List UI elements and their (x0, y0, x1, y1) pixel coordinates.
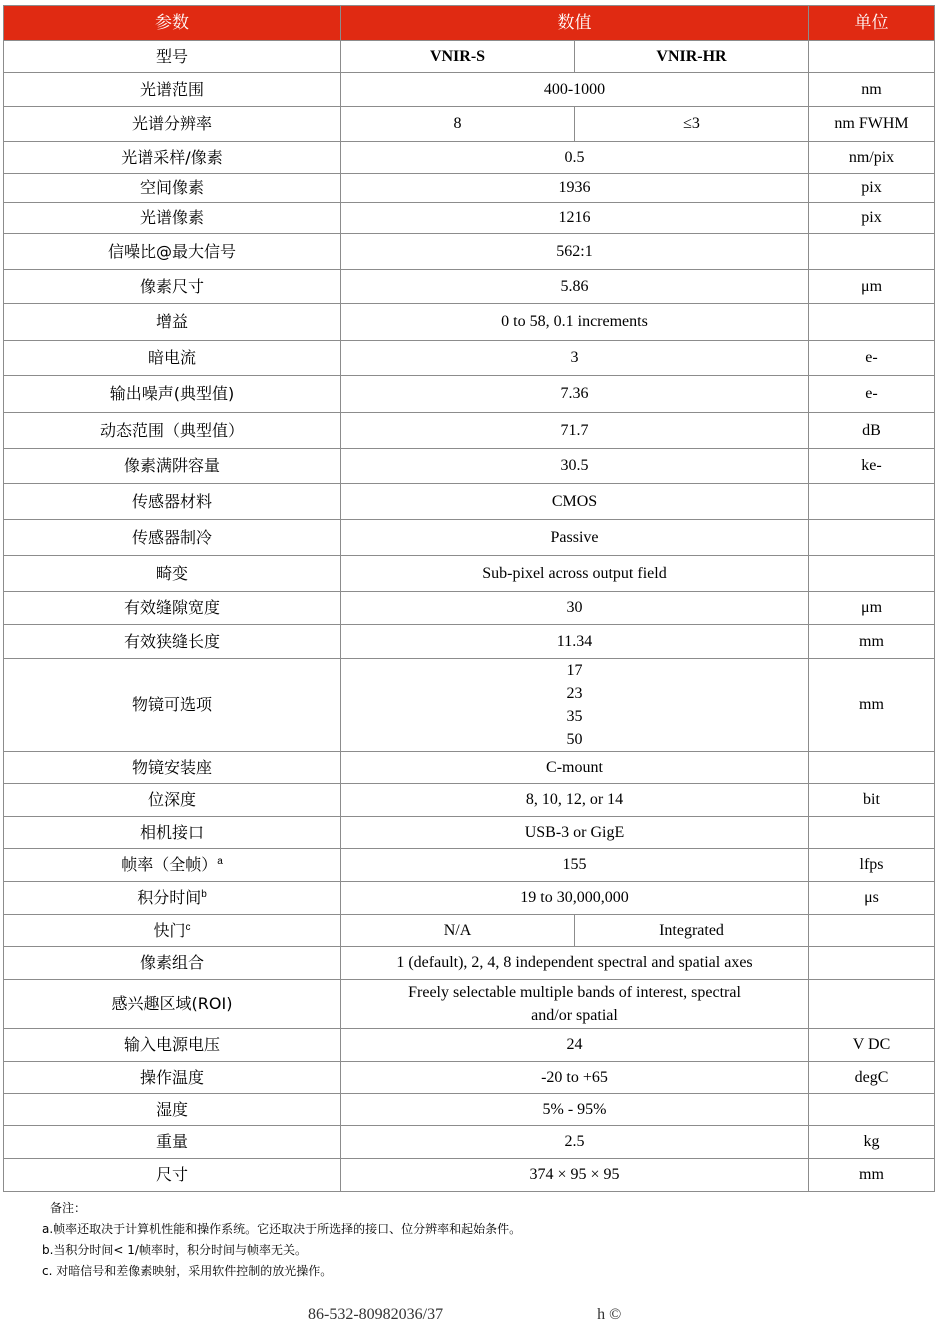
param-cell: 传感器制冷 (4, 520, 341, 556)
value-cell: CMOS (341, 484, 809, 520)
row-humidity (4, 1094, 935, 1126)
unit-cell: V DC (809, 1029, 935, 1062)
param-cell: 感兴趣区域(ROI) (4, 980, 341, 1029)
unit-cell (809, 752, 935, 784)
unit-cell: e- (809, 376, 935, 413)
row-distortion (4, 556, 935, 592)
value-cell: 5% - 95% (341, 1094, 809, 1126)
value-cell: VNIR-S (341, 41, 575, 73)
spec-table (3, 5, 935, 1192)
param-cell: 输入电源电压 (4, 1029, 341, 1062)
value-cell: 3 (341, 341, 809, 376)
footnotes (42, 1198, 521, 1282)
unit-cell: μs (809, 882, 935, 915)
value-cell: ≤3 (575, 107, 809, 142)
footnote-mark: c (185, 921, 191, 933)
param-cell: 空间像素 (4, 174, 341, 203)
value-cell: 400-1000 (341, 73, 809, 107)
param-cell: 有效缝隙宽度 (4, 592, 341, 625)
unit-cell (809, 520, 935, 556)
value-cell (341, 659, 809, 752)
param-cell: 有效狭缝长度 (4, 625, 341, 659)
value-cell: N/A (341, 915, 575, 947)
row-slitwidth (4, 592, 935, 625)
row-spatial (4, 174, 935, 203)
value-cell: 8, 10, 12, or 14 (341, 784, 809, 817)
param-cell: 信噪比@最大信号 (4, 234, 341, 270)
unit-cell: e- (809, 341, 935, 376)
row-sampling (4, 142, 935, 174)
value-cell: 374 × 95 × 95 (341, 1159, 809, 1192)
unit-cell: μm (809, 270, 935, 304)
value-cell: Integrated (575, 915, 809, 947)
row-temp (4, 1062, 935, 1094)
lens-option: 17 (566, 662, 583, 679)
value-cell: USB-3 or GigE (341, 817, 809, 849)
unit-cell (809, 484, 935, 520)
value-cell (341, 980, 809, 1029)
value-cell: 1216 (341, 203, 809, 234)
roi-line: and/or spatial (531, 1007, 618, 1024)
value-cell: 5.86 (341, 270, 809, 304)
row-range (4, 73, 935, 107)
value-cell: 30 (341, 592, 809, 625)
unit-cell (809, 41, 935, 73)
param-cell (4, 882, 341, 915)
value-cell: 2.5 (341, 1126, 809, 1159)
param-cell: 输出噪声(典型值) (4, 376, 341, 413)
value-cell: 19 to 30,000,000 (341, 882, 809, 915)
row-material (4, 484, 935, 520)
value-cell: 1 (default), 2, 4, 8 independent spectral and spatial axes (341, 947, 809, 980)
param-cell: 暗电流 (4, 341, 341, 376)
param-cell: 湿度 (4, 1094, 341, 1126)
row-roi (4, 980, 935, 1029)
unit-cell (809, 915, 935, 947)
row-voltage (4, 1029, 935, 1062)
param-label: 积分时间 (137, 888, 202, 907)
unit-cell: dB (809, 413, 935, 449)
value-cell: 11.34 (341, 625, 809, 659)
unit-cell: bit (809, 784, 935, 817)
param-cell: 尺寸 (4, 1159, 341, 1192)
param-cell: 物镜安装座 (4, 752, 341, 784)
value-cell: Sub-pixel across output field (341, 556, 809, 592)
unit-cell: nm (809, 73, 935, 107)
lens-option: 35 (566, 708, 583, 725)
value-cell: C-mount (341, 752, 809, 784)
param-cell: 像素组合 (4, 947, 341, 980)
param-label: 帧率（全帧） (121, 855, 218, 874)
unit-cell (809, 234, 935, 270)
unit-cell (809, 1094, 935, 1126)
header-row (4, 6, 935, 41)
note-a: a.帧率还取决于计算机性能和操作系统。它还取决于所选择的接口、位分辨率和起始条件。 (42, 1222, 522, 1236)
param-cell (4, 849, 341, 882)
page-footer (308, 1306, 621, 1324)
row-snr (4, 234, 935, 270)
param-cell: 传感器材料 (4, 484, 341, 520)
param-cell: 操作温度 (4, 1062, 341, 1094)
param-cell: 重量 (4, 1126, 341, 1159)
notes-title: 备注： (50, 1201, 87, 1215)
unit-cell: ke- (809, 449, 935, 484)
row-integration (4, 882, 935, 915)
note-b: b.当积分时间< 1/帧率时，积分时间与帧率无关。 (42, 1243, 307, 1257)
row-shutter (4, 915, 935, 947)
param-cell: 像素满阱容量 (4, 449, 341, 484)
unit-cell: μm (809, 592, 935, 625)
param-cell: 光谱分辨率 (4, 107, 341, 142)
footer-right: h © (597, 1306, 622, 1323)
unit-cell (809, 947, 935, 980)
unit-cell (809, 817, 935, 849)
row-pixelsize (4, 270, 935, 304)
value-cell: VNIR-HR (575, 41, 809, 73)
value-cell: 155 (341, 849, 809, 882)
param-label: 快门 (153, 920, 186, 940)
roi-line: Freely selectable multiple bands of interest, spectral (408, 984, 741, 1001)
row-well (4, 449, 935, 484)
unit-cell: degC (809, 1062, 935, 1094)
row-interface (4, 817, 935, 849)
lens-option: 50 (566, 731, 583, 748)
value-cell: 562:1 (341, 234, 809, 270)
row-dark (4, 341, 935, 376)
unit-cell (809, 980, 935, 1029)
param-cell: 型号 (4, 41, 341, 73)
param-cell: 光谱像素 (4, 203, 341, 234)
row-noise (4, 376, 935, 413)
value-cell: 30.5 (341, 449, 809, 484)
value-cell: 0 to 58, 0.1 increments (341, 304, 809, 341)
row-spectral (4, 203, 935, 234)
value-cell: 71.7 (341, 413, 809, 449)
footer-phone: 86-532-80982036/37 (308, 1306, 444, 1323)
value-cell: 24 (341, 1029, 809, 1062)
lens-option: 23 (566, 685, 583, 702)
value-cell: 8 (341, 107, 575, 142)
row-framerate (4, 849, 935, 882)
unit-cell: mm (809, 659, 935, 752)
note-c: c. 对暗信号和差像素映射，采用软件控制的放光操作。 (42, 1264, 333, 1278)
value-cell: -20 to +65 (341, 1062, 809, 1094)
unit-cell: nm/pix (809, 142, 935, 174)
param-cell: 畸变 (4, 556, 341, 592)
value-cell: 1936 (341, 174, 809, 203)
row-resolution (4, 107, 935, 142)
param-cell: 光谱范围 (4, 73, 341, 107)
header-value: 数值 (341, 6, 809, 41)
value-cell: 0.5 (341, 142, 809, 174)
unit-cell: pix (809, 203, 935, 234)
row-binning (4, 947, 935, 980)
param-cell: 位深度 (4, 784, 341, 817)
row-mount (4, 752, 935, 784)
param-cell: 像素尺寸 (4, 270, 341, 304)
unit-cell: pix (809, 174, 935, 203)
row-slitlength (4, 625, 935, 659)
unit-cell: nm FWHM (809, 107, 935, 142)
row-size (4, 1159, 935, 1192)
unit-cell (809, 304, 935, 341)
row-lens (4, 659, 935, 752)
footnote-mark: a (217, 856, 223, 867)
param-cell: 光谱采样/像素 (4, 142, 341, 174)
row-weight (4, 1126, 935, 1159)
unit-cell: lfps (809, 849, 935, 882)
header-param: 参数 (4, 6, 341, 41)
value-cell: 7.36 (341, 376, 809, 413)
row-bitdepth (4, 784, 935, 817)
row-dynamic (4, 413, 935, 449)
unit-cell (809, 556, 935, 592)
row-cooling (4, 520, 935, 556)
header-unit: 单位 (809, 6, 935, 41)
value-cell: Passive (341, 520, 809, 556)
footnote-mark: b (201, 889, 207, 900)
param-cell (4, 915, 341, 947)
param-cell: 物镜可选项 (4, 659, 341, 752)
row-gain (4, 304, 935, 341)
param-cell: 动态范围（典型值） (4, 413, 341, 449)
param-cell: 相机接口 (4, 817, 341, 849)
row-model (4, 41, 935, 73)
unit-cell: mm (809, 1159, 935, 1192)
unit-cell: kg (809, 1126, 935, 1159)
param-cell: 增益 (4, 304, 341, 341)
unit-cell: mm (809, 625, 935, 659)
